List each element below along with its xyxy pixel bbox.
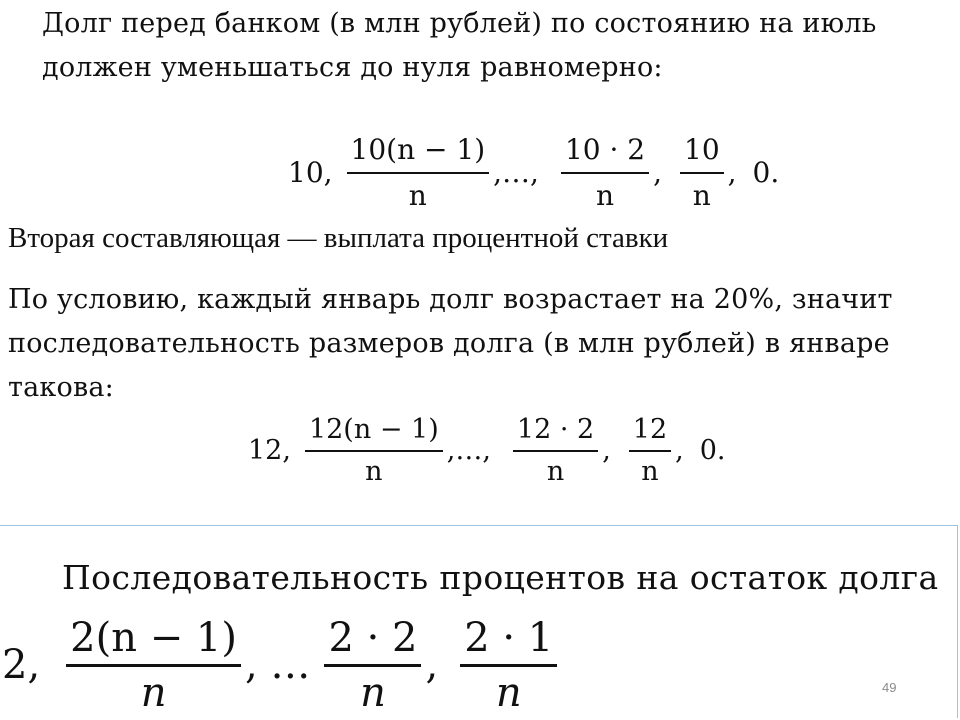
fraction-denominator: n xyxy=(641,455,659,487)
fraction-denominator: n xyxy=(595,178,615,212)
fraction-numerator: 10(n − 1) xyxy=(350,133,486,166)
formula-term: 0. xyxy=(699,435,726,467)
formula-term: 10, xyxy=(288,156,333,190)
intro-line-1: Долг перед банком (в млн рублей) по состоянию на июль xyxy=(42,8,877,39)
debt-january-formula xyxy=(248,410,726,492)
fraction xyxy=(561,128,649,218)
formula-term: 0. xyxy=(752,156,780,190)
fraction-denominator: n xyxy=(546,455,565,487)
interest-panel xyxy=(0,525,958,718)
fraction-denominator: n xyxy=(360,669,386,716)
formula-term: 2, xyxy=(2,642,41,689)
debt-july-formula xyxy=(288,128,779,218)
fraction xyxy=(305,410,443,492)
fraction-denominator: n xyxy=(495,669,522,716)
fraction-denominator: n xyxy=(408,178,427,212)
ellipsis: , … xyxy=(245,642,311,689)
fraction-numerator: 2 · 1 xyxy=(464,615,554,661)
condition-line-1: По условию, каждый январь долг возрастает на 20%, значит xyxy=(8,284,893,315)
panel-title: Последовательность процентов на остаток долга xyxy=(62,558,939,597)
fraction-numerator: 12(n − 1) xyxy=(308,414,439,445)
fraction-denominator: n xyxy=(365,455,383,487)
fraction xyxy=(680,128,724,218)
ellipsis: ,…, xyxy=(493,156,539,190)
intro-line-2: должен уменьшаться до нуля равномерно: xyxy=(42,52,663,83)
page-number: 49 xyxy=(882,680,897,695)
separator: , xyxy=(727,156,737,190)
fraction-denominator: n xyxy=(692,178,711,212)
separator: , xyxy=(425,642,439,689)
fraction-numerator: 12 · 2 xyxy=(516,414,595,445)
fraction-numerator: 2 · 2 xyxy=(328,615,418,661)
fraction-numerator: 12 xyxy=(632,414,668,445)
separator: , xyxy=(653,156,662,190)
fraction xyxy=(66,612,241,719)
condition-line-2: последовательность размеров долга (в млн рублей) в январе xyxy=(8,328,890,359)
fraction xyxy=(324,612,421,719)
fraction xyxy=(513,410,598,492)
separator: , xyxy=(602,435,611,467)
formula-term: 12, xyxy=(248,435,291,467)
fraction-numerator: 2(n − 1) xyxy=(70,615,237,661)
separator: , xyxy=(675,435,684,467)
condition-line-3: такова: xyxy=(8,372,114,403)
interest-formula xyxy=(2,612,561,719)
fraction-numerator: 10 · 2 xyxy=(564,133,646,166)
fraction xyxy=(629,410,671,492)
fraction-denominator: n xyxy=(140,669,167,716)
section-heading: Вторая составляющая — выплата процентной ставки xyxy=(8,222,669,254)
fraction xyxy=(460,612,557,719)
ellipsis: ,…, xyxy=(446,435,491,467)
fraction-numerator: 10 xyxy=(684,133,720,166)
fraction xyxy=(347,128,490,218)
